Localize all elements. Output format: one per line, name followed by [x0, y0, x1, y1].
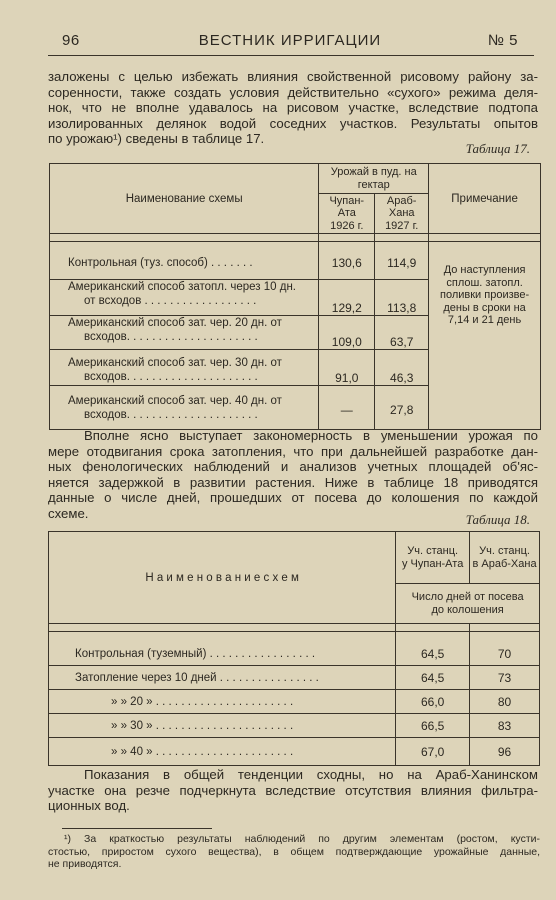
table-row: Американский способ зат. чер. 40 дн. от всходов. . . . . . . . . . . . . . . . . . . . . — 27,8: [50, 386, 541, 430]
text-line: по урожаю¹) сведены в таблице 17.: [48, 131, 265, 147]
t17-col-name-header: Наименование схемы: [50, 164, 319, 234]
paragraph-3: [48, 767, 538, 814]
page-number: 96: [62, 32, 80, 49]
text-line: изолированных делянок водой соседних участков. Результаты опытов: [48, 115, 538, 131]
running-header: [48, 32, 532, 52]
text-line: Вполне ясно выступает закономерность в уменьшении урожая по: [84, 428, 538, 443]
table-row: Контрольная (туз. способ) . . . . . . . 130,6 114,9 До наступления сплош. затопл. поливки произве- дены в сроки на 7,14 и 21 день: [50, 242, 541, 280]
table-row: » » 20 » . . . . . . . . . . . . . . . . . . . . . . 66,0 80: [49, 690, 540, 714]
footnote-line: ¹) За краткостью результаты наблюдений по другим элементам (ростом, кусти-: [64, 833, 540, 845]
t18-col-name-header: Н а и м е н о в а н и е с х е м: [49, 532, 396, 624]
table-18-caption: Таблица 18.: [465, 512, 530, 527]
table-row: Контрольная (туземный) . . . . . . . . . . . . . . . . . 64,5 70: [49, 632, 540, 666]
table-row: Американский способ затопл. через 10 дн. от всходов . . . . . . . . . . . . . . . . . . 129,2 113,8: [50, 280, 541, 316]
t18-col-days-header: Число дней от посева до колошения: [396, 584, 540, 624]
table-row: » » 30 » . . . . . . . . . . . . . . . . . . . . . . 66,5 83: [49, 714, 540, 738]
text-line: ных фенологических наблюдений и анализов учетных площадей об'яс-: [48, 459, 538, 475]
t17-note: До наступления сплош. затопл. поливки произве- дены в сроки на 7,14 и 21 день: [429, 242, 541, 430]
text-line: мере отодвигания срока затопления, что при дальнейшей разработке дан-: [48, 443, 538, 459]
t17-col-chupan-ata: Чупан- Ата 1926 г.: [319, 194, 375, 234]
text-line: заложены с целью избежать влияния свойственной рисовому району за-: [48, 69, 538, 84]
t17-col-yield-header: Урожай в пуд. на гектар: [319, 164, 429, 194]
footnote: [48, 833, 540, 871]
journal-title: ВЕСТНИК ИРРИГАЦИИ: [198, 32, 382, 49]
text-line: ционных вод.: [48, 798, 130, 814]
table-row: Американский способ зат. чер. 20 дн. от всходов. . . . . . . . . . . . . . . . . . . . . 109,0 63,7: [50, 316, 541, 350]
header-rule: [48, 55, 534, 56]
text-line: Показания в общей тенденции сходны, но на Араб-Ханинском: [84, 767, 538, 782]
text-line: схеме.: [48, 505, 89, 521]
t18-col-arab-khana: Уч. станц. в Араб-Хана: [470, 532, 540, 584]
paragraph-2: [48, 428, 538, 522]
issue-number: № 5: [487, 32, 518, 49]
text-line: участке она резче подчеркнута вследствие отсутствия влияния фильтра-: [48, 782, 538, 798]
footnote-line: стостью, приростом сухого вещества), в общем подтверждающие урожайные данные,: [48, 845, 540, 858]
text-line: нок, что не вполне удавалось на рисовом участке, вследствие подтопа: [48, 100, 538, 116]
table-row: Затопление через 10 дней . . . . . . . . . . . . . . . . 64,5 73: [49, 666, 540, 690]
table-17-caption: Таблица 17.: [465, 141, 530, 156]
t17-col-note-header: Примечание: [429, 164, 541, 234]
text-line: соренности, также создать условия действительно «сухого» режима деля-: [48, 84, 538, 100]
table-18: [48, 531, 540, 766]
footnote-rule: [62, 828, 212, 829]
table-row: Американский способ зат. чер. 30 дн. от всходов. . . . . . . . . . . . . . . . . . . . . 91,0 46,3: [50, 350, 541, 386]
table-17: [49, 163, 541, 430]
paragraph-1: [48, 69, 538, 147]
text-line: данные о числе дней, прошедших от посева до колошения по каждой: [48, 490, 538, 506]
t18-col-chupan-ata: Уч. станц. у Чупан-Ата: [396, 532, 470, 584]
footnote-line: не приводятся.: [48, 858, 122, 870]
text-line: няется задержкой в развитии растения. Ниже в таблице 18 приводятся: [48, 474, 538, 490]
t17-col-arab-khana: Араб- Хана 1927 г.: [375, 194, 429, 234]
table-row: » » 40 » . . . . . . . . . . . . . . . . . . . . . . 67,0 96: [49, 738, 540, 766]
